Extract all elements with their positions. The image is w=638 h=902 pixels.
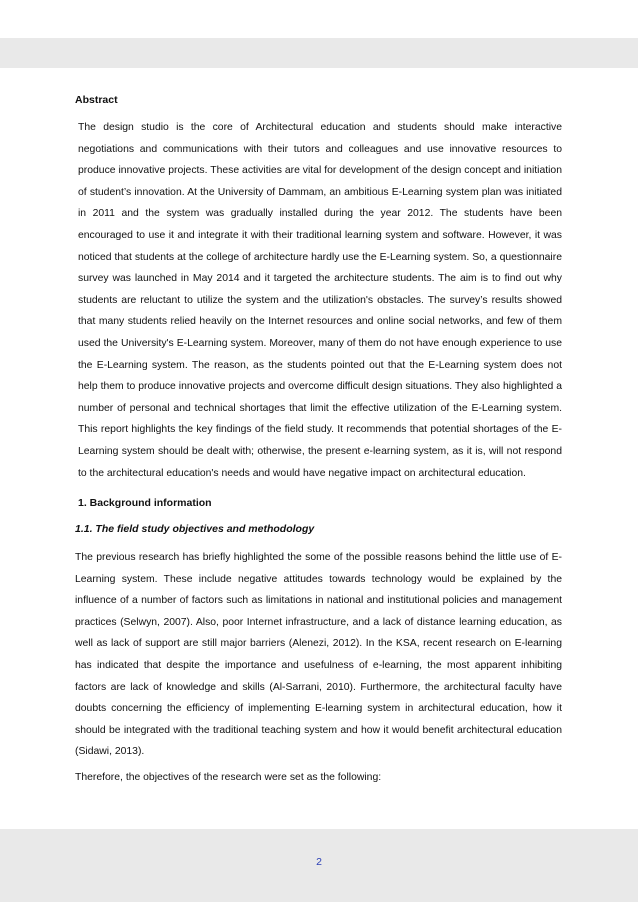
section-heading-background: 1. Background information bbox=[78, 497, 212, 510]
header-band bbox=[0, 38, 638, 68]
page-number: 2 bbox=[316, 856, 322, 868]
subsection-heading-objectives: 1.1. The field study objectives and methodology bbox=[75, 523, 315, 536]
body-paragraph-objectives-intro: Therefore, the objectives of the research were set as the following: bbox=[75, 772, 382, 784]
body-paragraph: The previous research has briefly highlighted the some of the possible reasons behind the little use of E-Learning system. These include negative attitudes towards technology would be explained by the influence of a number of factors such as limitations in national and institutional policies and management practices (Selwyn, 2007). Also, poor Internet infrastructure, and a lack of distance learning education, as well as lack of support are still major barriers (Alenezi, 2012). In the KSA, recent research on E-learning has indicated that despite the importance and usefulness of e-learning, the most apparent inhibiting factors are lack of knowledge and skills (Al-Sarrani, 2010). Furthermore, the architectural faculty have doubts concerning the efficiency of implementing E-learning system in architectural education, how it should be integrated with the traditional teaching system and how it would benefit architectural education (Sidawi, 2013). bbox=[75, 552, 562, 758]
abstract-heading: Abstract bbox=[75, 94, 118, 106]
page-content bbox=[75, 93, 562, 789]
abstract-paragraph: The design studio is the core of Architectural education and students should make interactive negotiations and communications with their tutors and colleagues and use innovative resources to produce innovative projects. These activities are vital for development of the design concept and initiation of student’s innovation. At the University of Dammam, an ambitious E-Learning system plan was initiated in 2011 and the system was gradually installed during the year 2012. The students have been encouraged to use it and integrate it with their traditional learning system and software. However, it was noticed that students at the college of architecture hardly use the E-Learning system. So, a questionnaire survey was launched in May 2014 and it targeted the architecture students. The aim is to find out why students are reluctant to utilize the system and the utilization's obstacles. The survey’s results showed that many students relied heavily on the Internet resources and online social networks, and few of them used the University's E-Learning system. Moreover, many of them do not have enough experience to use the E-Learning system. The reason, as the students pointed out that the E-Learning system does not help them to produce innovative projects and overcome difficult design situations. They also highlighted a number of personal and technical shortages that limit the effective utilization of the E-Learning system. This report highlights the key findings of the field study. It recommends that potential shortages of the E-Learning system should be dealt with; otherwise, the present e-learning system, as it is, will not respond to the architectural education's needs and would have negative impact on architectural education. bbox=[78, 122, 562, 479]
